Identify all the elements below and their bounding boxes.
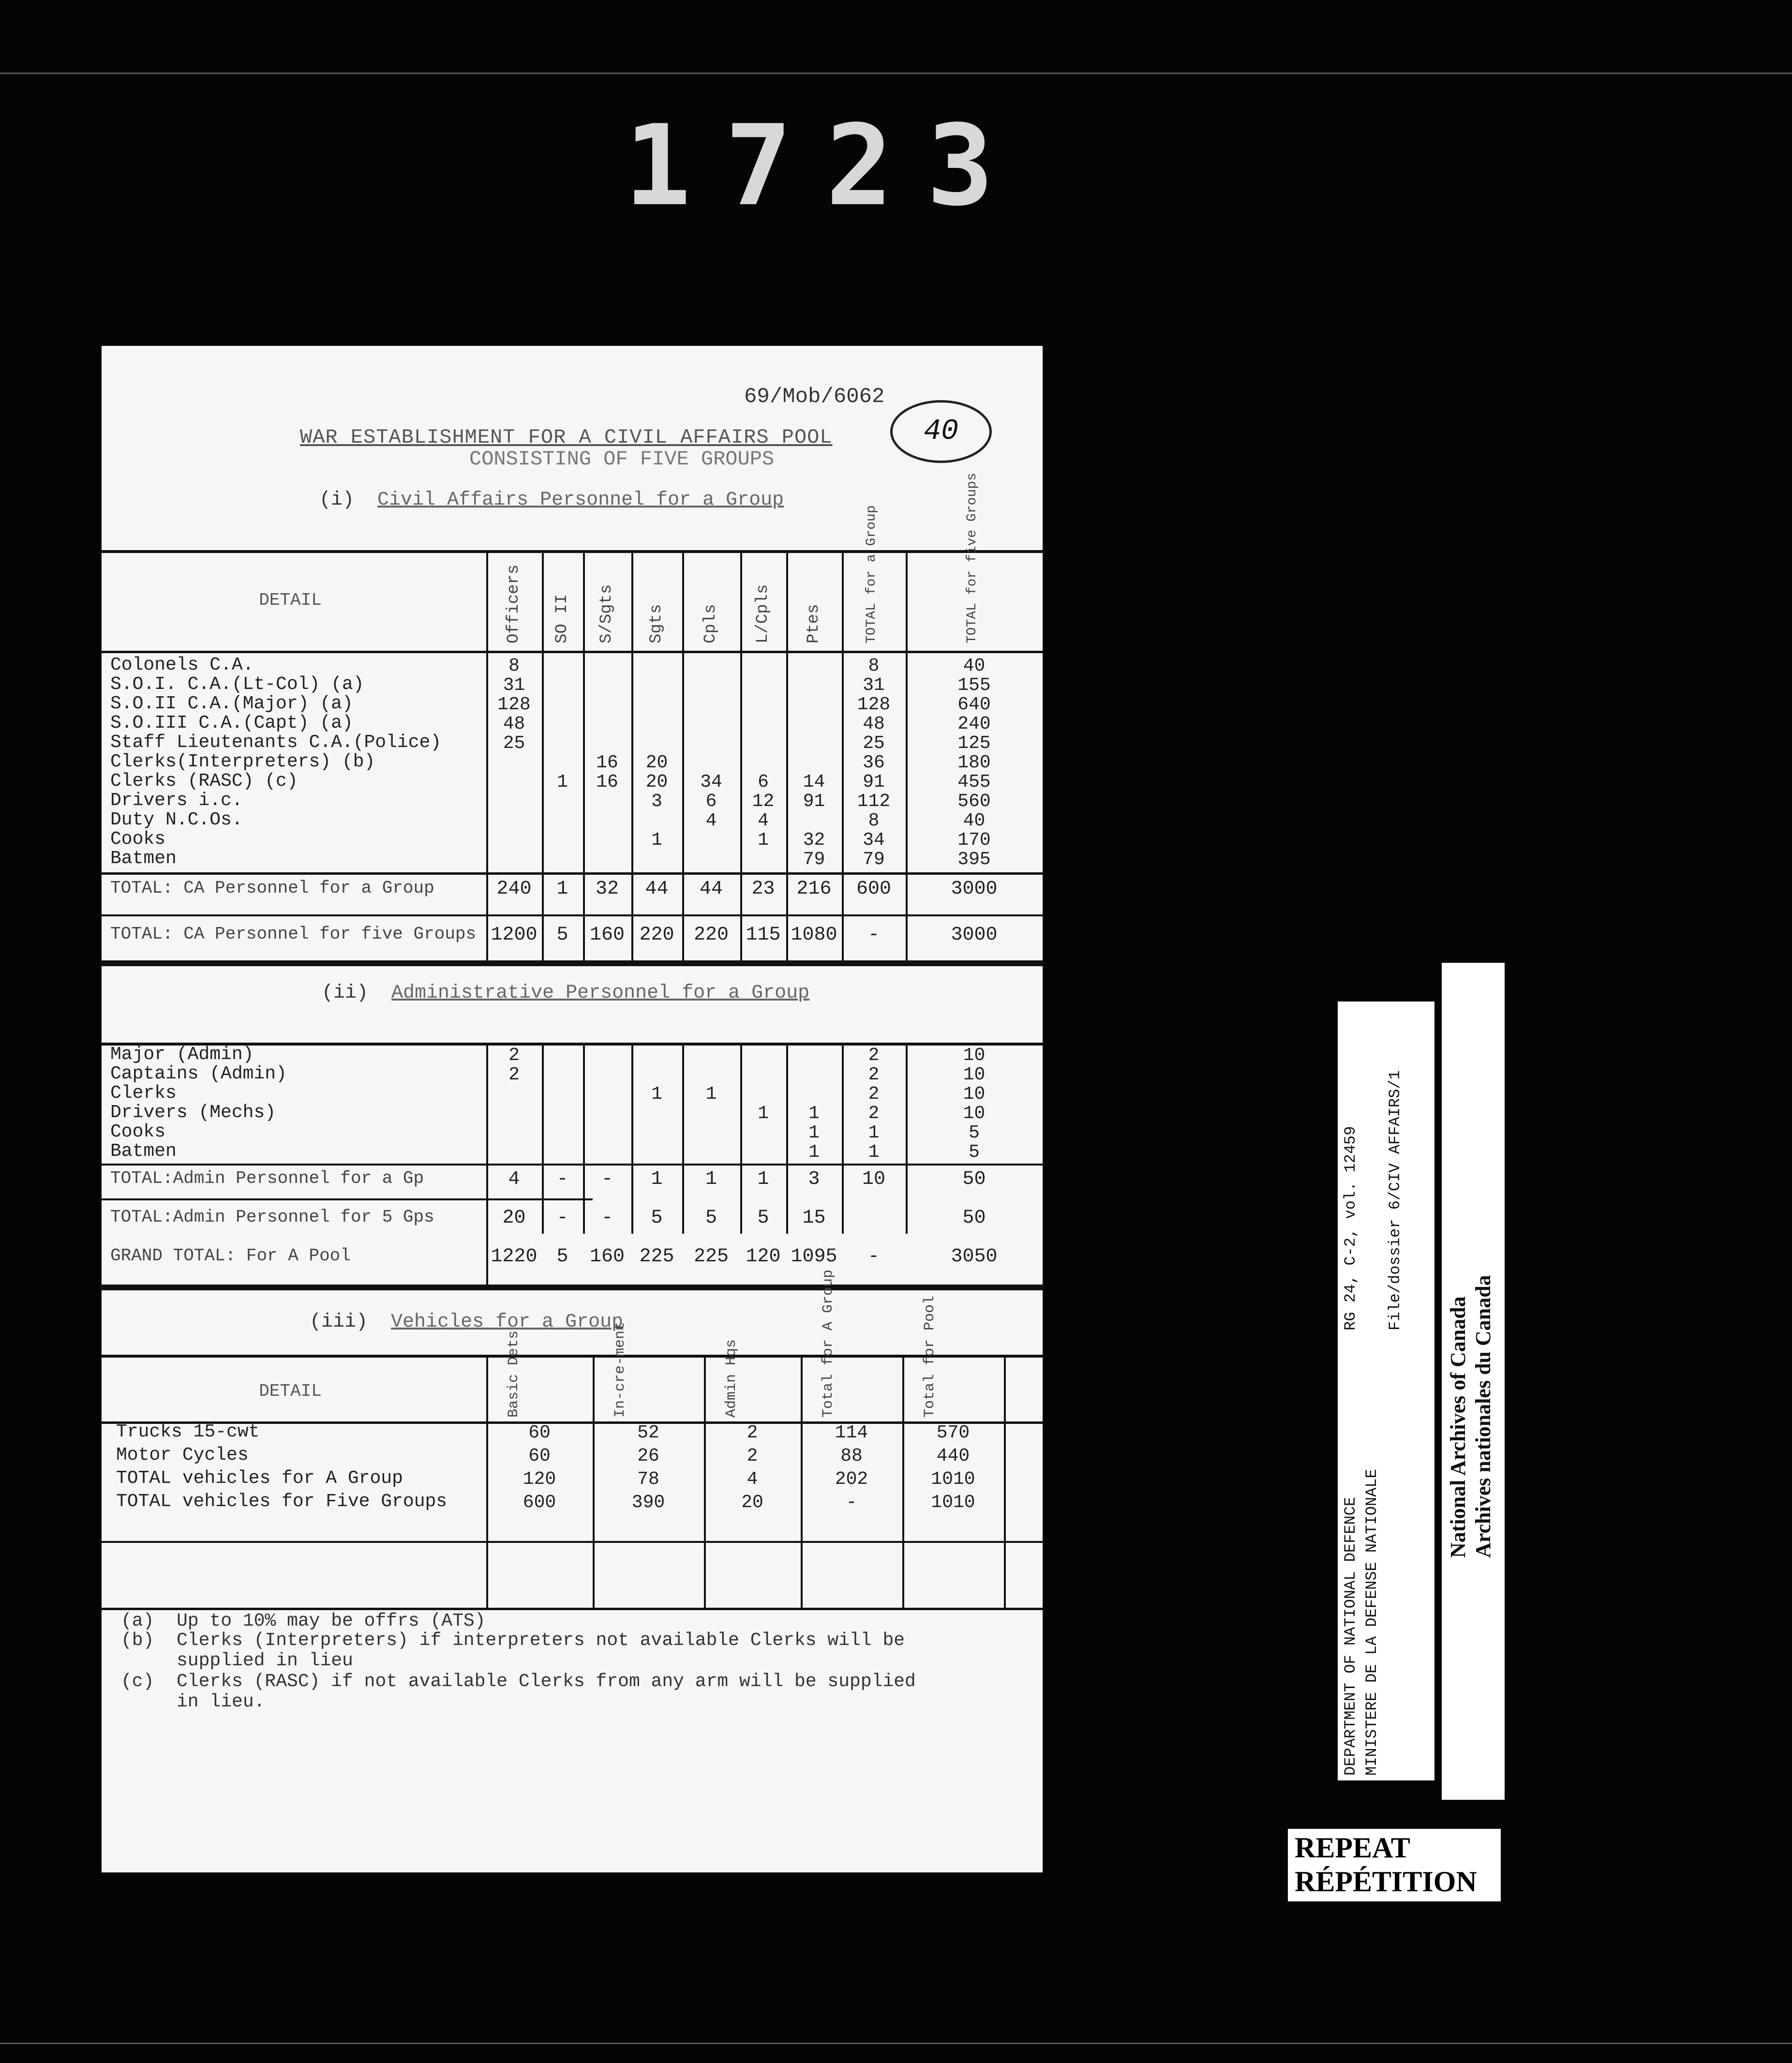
table-cell: 14: [803, 772, 825, 792]
table-rule: [102, 1608, 1043, 1610]
table-row-detail: Cooks: [110, 1121, 166, 1142]
table-row-detail: S.O.III C.A.(Capt) (a): [110, 713, 353, 733]
table-cell: 1: [651, 830, 662, 851]
top-film-rule: [0, 73, 1792, 74]
table-cell: 10: [963, 1045, 986, 1066]
column-rule: [593, 1355, 595, 1608]
column-rule: [842, 550, 844, 960]
table-cell: 1: [808, 1122, 820, 1143]
total-cell: -: [601, 1207, 613, 1229]
column-header: Basic Dets: [506, 1330, 522, 1418]
column-header: SO II: [553, 594, 571, 643]
footnote-mark: (a): [121, 1611, 154, 1631]
column-rule: [486, 1355, 488, 1608]
total-group-label: TOTAL: CA Personnel for a Group: [110, 878, 434, 898]
table-cell: 2: [868, 1103, 880, 1124]
column-header: Sgts: [647, 604, 666, 643]
total-cell: 240: [496, 878, 532, 900]
table-row-detail: Batmen: [110, 1141, 177, 1162]
total-cell: 1095: [791, 1246, 837, 1268]
total-cell: 5: [705, 1207, 717, 1229]
column-rule: [486, 1234, 488, 1285]
table-row-detail: Duty N.C.Os.: [110, 809, 243, 830]
grand-total-label: GRAND TOTAL: For A Pool: [110, 1246, 351, 1266]
total-cell: 50: [962, 1207, 986, 1229]
table-cell: 8: [868, 810, 880, 831]
total-cell: -: [601, 1168, 613, 1190]
table-cell: 79: [803, 849, 825, 870]
section-ii-heading: (ii) Administrative Personnel for a Group: [322, 982, 810, 1004]
table-rule: [102, 1198, 593, 1200]
vehicle-cell: 390: [631, 1492, 665, 1513]
total-cell: 3000: [951, 924, 998, 946]
frame-number: 1723: [624, 102, 1028, 231]
total-cell: 220: [639, 924, 674, 946]
table-cell: 6: [758, 772, 769, 792]
table-cell: 1: [868, 1142, 880, 1163]
document-title: WAR ESTABLISHMENT FOR A CIVIL AFFAIRS POOL: [300, 426, 833, 449]
table-cell: 455: [957, 772, 991, 792]
table-row-detail: S.O.I. C.A.(Lt-Col) (a): [110, 674, 364, 695]
table-cell: 10: [963, 1084, 986, 1105]
vehicle-row-detail: Trucks 15-cwt: [116, 1421, 260, 1442]
column-header: Officers: [504, 564, 523, 643]
column-rule: [842, 1043, 844, 1234]
table-cell: 1: [557, 772, 568, 792]
archive-ref-2: File/dossier 6/CIV AFFAIRS/1: [1386, 1070, 1404, 1330]
total-cell: 5: [757, 1207, 769, 1229]
column-header: S/Sgts: [597, 584, 616, 643]
vehicle-cell: 2: [747, 1446, 758, 1466]
table-rule: [102, 651, 1043, 653]
admin-total-group-label: TOTAL:Admin Personnel for a Gp: [110, 1168, 424, 1188]
footnote-mark: (c): [121, 1671, 154, 1692]
table-rule: [102, 1285, 1043, 1290]
table-cell: 48: [863, 714, 885, 734]
table-cell: 12: [752, 791, 775, 812]
column-rule: [583, 550, 585, 960]
section-i-heading: (i) Civil Affairs Personnel for a Group: [319, 489, 784, 511]
total-cell: 10: [862, 1168, 885, 1190]
column-rule: [906, 550, 908, 960]
table-cell: 640: [957, 694, 991, 715]
total-cell: 4: [508, 1168, 520, 1190]
column-header: L/Cpls: [753, 584, 772, 643]
column-header: Total for A Group: [820, 1269, 836, 1418]
table-cell: 395: [957, 849, 991, 870]
column-header: TOTAL for five Groups: [964, 473, 980, 643]
table-rule: [102, 914, 1043, 916]
table-cell: 3: [651, 791, 662, 812]
table-row-detail: Drivers (Mechs): [110, 1102, 276, 1123]
column-rule: [542, 1043, 544, 1234]
vehicle-cell: 1010: [931, 1492, 975, 1513]
column-header: Ptes: [804, 604, 823, 643]
column-rule: [786, 550, 788, 960]
table-cell: 2: [868, 1084, 880, 1105]
column-rule: [1004, 1355, 1006, 1608]
total-cell: 5: [556, 924, 568, 946]
table-row-detail: Clerks: [110, 1083, 177, 1104]
total-cell: 160: [589, 1246, 625, 1268]
total-cell: 1080: [791, 924, 837, 946]
table-cell: 2: [868, 1045, 880, 1066]
table-cell: 4: [705, 810, 717, 831]
total-cell: 44: [699, 878, 723, 900]
vehicle-cell: 440: [936, 1446, 970, 1466]
vehicle-cell: 88: [840, 1446, 863, 1466]
table-cell: 34: [700, 772, 722, 792]
table-row-detail: Major (Admin): [110, 1044, 254, 1065]
table-row-detail: Clerks (RASC) (c): [110, 771, 298, 792]
total-cell: 3000: [951, 878, 998, 900]
table-cell: 5: [969, 1142, 980, 1163]
column-rule: [786, 1043, 788, 1234]
total-cell: -: [867, 924, 880, 946]
table-cell: 1: [808, 1103, 820, 1124]
table-cell: 1: [808, 1142, 820, 1163]
table-cell: 2: [508, 1045, 520, 1066]
vehicle-cell: 570: [936, 1422, 970, 1443]
detail-header: DETAIL: [259, 590, 322, 610]
vehicle-cell: 2: [747, 1422, 758, 1443]
total-cell: 5: [556, 1246, 568, 1268]
admin-total-five-label: TOTAL:Admin Personnel for 5 Gps: [110, 1207, 434, 1227]
section-iii-heading: (iii) Vehicles for a Group: [310, 1311, 624, 1333]
vehicle-cell: 20: [741, 1492, 763, 1513]
table-cell: 31: [863, 675, 885, 696]
total-cell: 20: [502, 1207, 526, 1229]
total-cell: 1200: [491, 924, 538, 946]
column-rule: [631, 1043, 633, 1234]
column-header: Total for Pool: [922, 1295, 938, 1418]
table-rule: [102, 1541, 1043, 1543]
total-cell: 44: [645, 878, 669, 900]
table-cell: 91: [803, 791, 825, 812]
total-cell: 3050: [951, 1246, 998, 1268]
total-cell: 15: [802, 1207, 826, 1229]
total-cell: 225: [639, 1246, 674, 1268]
table-cell: 20: [645, 752, 668, 773]
vehicle-row-detail: Motor Cycles: [116, 1445, 249, 1465]
vehicle-cell: 60: [528, 1422, 551, 1443]
table-cell: 25: [503, 733, 525, 754]
table-cell: 1: [705, 1084, 717, 1105]
column-rule: [740, 1043, 742, 1234]
page-number-circle: 40: [890, 400, 992, 463]
column-header: Cpls: [702, 604, 720, 643]
table-cell: 1: [758, 1103, 769, 1124]
vehicle-cell: 120: [523, 1469, 556, 1490]
table-cell: 180: [957, 752, 991, 773]
total-five-label: TOTAL: CA Personnel for five Groups: [110, 924, 477, 944]
table-cell: 8: [508, 656, 520, 676]
table-cell: 91: [863, 772, 885, 792]
total-cell: 5: [651, 1207, 663, 1229]
table-row-detail: Colonels C.A.: [110, 655, 254, 675]
table-row-detail: Staff Lieutenants C.A.(Police): [110, 732, 442, 753]
column-rule: [902, 1355, 904, 1608]
table-cell: 40: [963, 656, 986, 676]
table-cell: 31: [503, 675, 525, 696]
total-cell: 1: [757, 1168, 769, 1190]
table-cell: 170: [957, 830, 991, 851]
table-rule: [102, 872, 1043, 875]
table-cell: 36: [863, 752, 885, 773]
table-cell: 48: [503, 714, 525, 734]
total-cell: 1: [651, 1168, 663, 1190]
table-cell: 79: [863, 849, 885, 870]
table-cell: 155: [957, 675, 991, 696]
table-row-detail: Clerks(Interpreters) (b): [110, 751, 375, 772]
table-cell: 10: [963, 1103, 986, 1124]
footnote-text: Clerks (RASC) if not available Clerks from any arm will be supplied in lieu.: [177, 1671, 916, 1712]
table-row-detail: Drivers i.c.: [110, 790, 243, 811]
total-cell: 216: [796, 878, 832, 900]
archives-en: National Archives of Canada: [1446, 1296, 1470, 1558]
table-cell: 1: [651, 1084, 662, 1105]
column-rule: [740, 550, 742, 960]
table-cell: 20: [645, 772, 668, 792]
column-rule: [682, 1043, 684, 1234]
table-cell: 25: [863, 733, 885, 754]
column-rule: [631, 550, 633, 960]
column-header: Admin Hqs: [723, 1339, 740, 1418]
vehicle-cell: 52: [637, 1422, 659, 1443]
table-row-detail: S.O.II C.A.(Major) (a): [110, 693, 353, 714]
table-cell: 2: [868, 1064, 880, 1085]
column-header: In-cre-ment: [612, 1321, 628, 1418]
table-cell: 128: [857, 694, 891, 715]
archive-reference-label: [1338, 1002, 1434, 1780]
footnote-text: Clerks (Interpreters) if interpreters not available Clerks will be supplied in lieu: [177, 1630, 905, 1671]
table-cell: 125: [957, 733, 991, 754]
footnote-text: Up to 10% may be offrs (ATS): [177, 1611, 486, 1631]
table-cell: 1: [868, 1122, 880, 1143]
document-page: [102, 346, 1043, 1872]
table-cell: 34: [863, 830, 885, 851]
table-cell: 16: [596, 772, 618, 792]
reference-number: 69/Mob/6062: [744, 385, 885, 409]
column-rule: [704, 1355, 706, 1608]
table-cell: 112: [857, 791, 891, 812]
table-row-detail: Cooks: [110, 829, 166, 850]
vehicle-cell: 202: [835, 1469, 868, 1490]
total-cell: 120: [746, 1246, 781, 1268]
column-rule: [682, 550, 684, 960]
archive-ref-1: RG 24, C-2, vol. 12459: [1342, 1126, 1359, 1330]
table-cell: 16: [596, 752, 618, 773]
table-cell: 1: [758, 830, 769, 851]
total-cell: 32: [595, 878, 619, 900]
dept-en: DEPARTMENT OF NATIONAL DEFENCE: [1342, 1496, 1359, 1776]
column-rule: [486, 550, 488, 960]
vehicle-cell: 78: [637, 1469, 659, 1490]
table-cell: 4: [758, 810, 769, 831]
table-rule: [102, 1355, 1043, 1358]
vehicle-cell: 600: [523, 1492, 556, 1513]
document-subtitle: CONSISTING OF FIVE GROUPS: [469, 448, 775, 471]
total-cell: 1: [556, 878, 568, 900]
table-row-detail: Batmen: [110, 848, 177, 869]
vehicle-row-detail: TOTAL vehicles for Five Groups: [116, 1491, 448, 1512]
detail-header: DETAIL: [259, 1381, 322, 1401]
total-cell: 115: [746, 924, 781, 946]
column-rule: [486, 1043, 488, 1234]
total-cell: 50: [962, 1168, 986, 1190]
table-cell: 40: [963, 810, 986, 831]
table-cell: 240: [957, 714, 991, 734]
table-rule: [102, 1164, 1043, 1166]
table-cell: 128: [497, 694, 531, 715]
repeat-stamp: REPEAT RÉPÉTITION: [1288, 1829, 1501, 1901]
table-cell: 32: [803, 830, 825, 851]
table-cell: 560: [957, 791, 991, 812]
vehicle-cell: 60: [528, 1446, 551, 1466]
vehicle-cell: -: [846, 1492, 857, 1513]
table-rule: [102, 960, 1043, 966]
table-cell: 5: [969, 1122, 980, 1143]
total-cell: 1220: [491, 1246, 538, 1268]
column-rule: [542, 550, 544, 960]
total-cell: 160: [589, 924, 625, 946]
total-cell: 225: [693, 1246, 729, 1268]
table-row-detail: Captains (Admin): [110, 1063, 287, 1084]
column-header: TOTAL for a Group: [864, 505, 879, 643]
total-cell: 220: [693, 924, 729, 946]
dept-fr: MINISTERE DE LA DEFENSE NATIONALE: [1363, 1469, 1381, 1776]
table-cell: 10: [963, 1064, 986, 1085]
bottom-film-rule: [0, 2043, 1792, 2044]
column-rule: [801, 1355, 803, 1608]
total-cell: 600: [856, 878, 891, 900]
table-rule: [102, 550, 1043, 553]
total-cell: 1: [705, 1168, 717, 1190]
total-cell: -: [556, 1168, 568, 1190]
table-cell: 8: [868, 656, 880, 676]
total-cell: -: [867, 1246, 880, 1268]
archives-canada-label: [1442, 963, 1505, 1800]
vehicle-cell: 1010: [931, 1469, 975, 1490]
vehicle-cell: 26: [637, 1446, 659, 1466]
total-cell: 23: [751, 878, 775, 900]
total-cell: -: [556, 1207, 568, 1229]
column-rule: [583, 1043, 585, 1234]
table-cell: 2: [508, 1064, 520, 1085]
vehicle-cell: 4: [747, 1469, 758, 1490]
vehicle-row-detail: TOTAL vehicles for A Group: [116, 1468, 403, 1489]
column-rule: [906, 1043, 908, 1234]
total-cell: 3: [808, 1168, 820, 1190]
archives-fr: Archives nationales du Canada: [1471, 1275, 1495, 1558]
footnote-mark: (b): [121, 1630, 154, 1651]
vehicle-cell: 114: [835, 1422, 868, 1443]
table-cell: 6: [705, 791, 717, 812]
